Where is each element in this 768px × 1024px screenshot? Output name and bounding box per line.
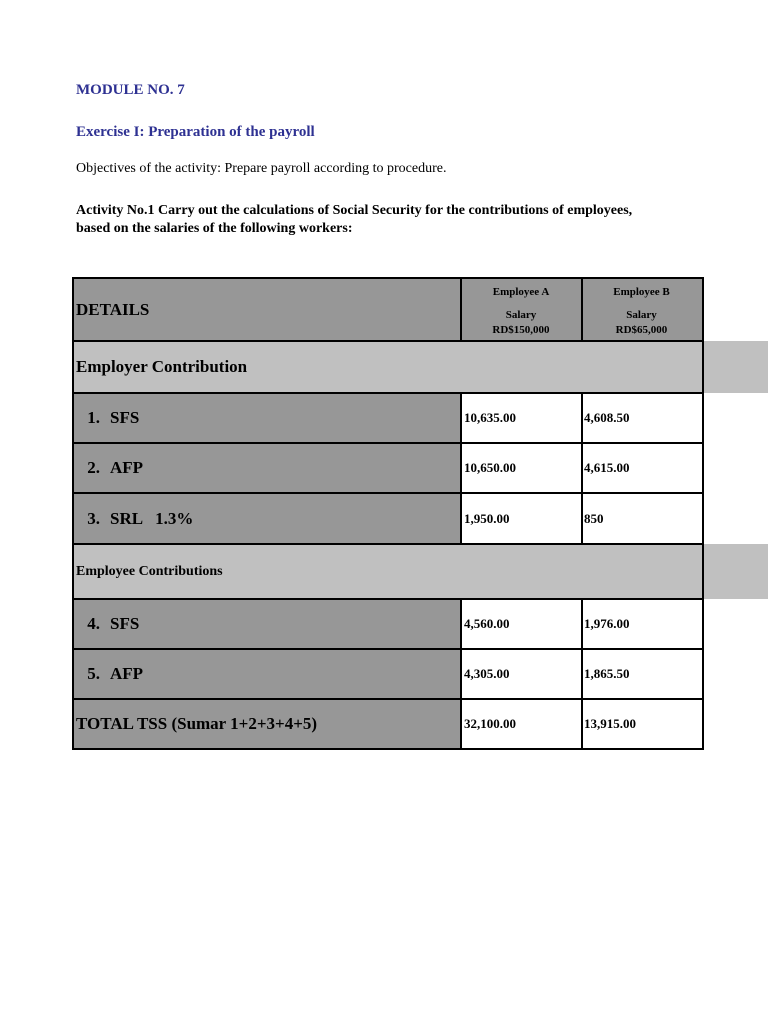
employee-a-value: 4,305.00 [461, 649, 581, 699]
grid-line [581, 279, 583, 341]
details-header: DETAILS [74, 279, 461, 341]
row-rate: 1.3% [155, 508, 194, 528]
employee-contributions-section: Employee Contributions [74, 544, 768, 599]
grid-line [72, 598, 704, 600]
total-employee-b: 13,915.00 [581, 699, 702, 748]
row-name: SFS [110, 614, 140, 633]
row-name: SFS [110, 408, 140, 427]
employee-a-salary: RD$150,000 [492, 324, 550, 336]
exercise-title: Exercise I: Preparation of the payroll [76, 124, 315, 140]
table-row-label [74, 599, 461, 649]
employee-a-header [461, 279, 581, 341]
employee-b-salary: RD$65,000 [615, 324, 668, 336]
employee-b-value: 4,615.00 [581, 443, 702, 493]
grid-line [581, 393, 583, 544]
employee-a-value: 1,950.00 [461, 493, 581, 544]
employee-b-header [581, 279, 702, 341]
table-row-label [74, 649, 461, 699]
row-name: AFP [110, 664, 144, 683]
row-number: 4. [87, 614, 100, 633]
module-title: MODULE NO. 7 [76, 82, 185, 98]
employee-a-value: 10,635.00 [461, 393, 581, 443]
total-employee-a: 32,100.00 [461, 699, 581, 748]
employee-b-value: 850 [581, 493, 702, 544]
total-label: TOTAL TSS (Sumar 1+2+3+4+5) [74, 699, 461, 748]
activity-text: Activity No.1 Carry out the calculations of Social Security for the contributions of employees, based on the salaries of the following workers: [76, 203, 633, 236]
objectives-text: Objectives of the activity: Prepare payroll according to procedure. [76, 161, 447, 176]
grid-line [72, 340, 704, 342]
table-row-label [74, 393, 461, 443]
employee-b-value: 1,865.50 [581, 649, 702, 699]
employee-a-value: 10,650.00 [461, 443, 581, 493]
row-number: 3. [87, 508, 100, 528]
employee-b-salary-label: Salary [626, 309, 657, 321]
row-number: 2. [87, 458, 100, 477]
employee-a-name: Employee A [492, 286, 550, 298]
employee-a-salary-label: Salary [505, 309, 537, 321]
employee-b-value: 1,976.00 [581, 599, 702, 649]
grid-line [460, 279, 462, 341]
employee-a-value: 4,560.00 [461, 599, 581, 649]
grid-line [72, 492, 704, 494]
row-name: SRL [110, 508, 144, 528]
grid-line [72, 648, 704, 650]
grid-line [460, 393, 462, 544]
grid-line [460, 599, 462, 749]
grid-line [72, 392, 704, 394]
row-number: 5. [87, 664, 100, 683]
table-row-label [74, 493, 461, 544]
row-name: AFP [110, 458, 144, 477]
grid-line [581, 599, 583, 749]
employee-b-name: Employee B [613, 286, 670, 298]
table-row-label [74, 443, 461, 493]
employee-b-value: 4,608.50 [581, 393, 702, 443]
grid-line [72, 698, 704, 700]
grid-line [72, 442, 704, 444]
row-number: 1. [87, 408, 100, 427]
grid-line [72, 543, 704, 545]
employer-contribution-section: Employer Contribution [74, 341, 768, 393]
